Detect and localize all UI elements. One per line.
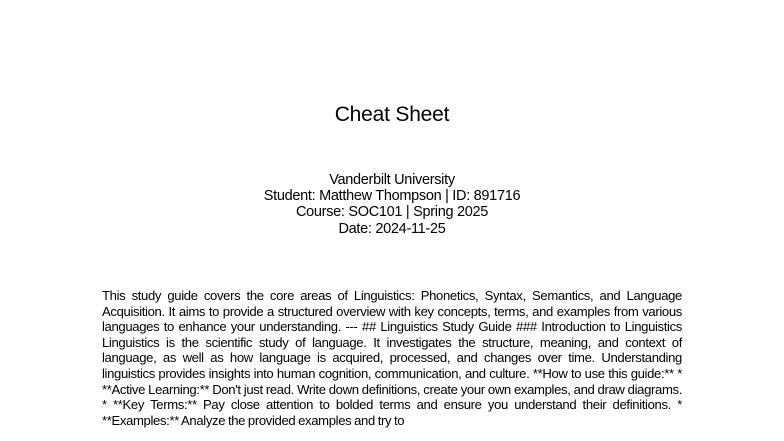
student-line: Student: Matthew Thompson | ID: 891716 — [263, 188, 521, 205]
institution-line: Vanderbilt University — [329, 172, 455, 188]
document-header-info — [0, 172, 784, 237]
date-line: Date: 2024-11-25 — [338, 220, 446, 237]
course-line: Course: SOC101 | Spring 2025 — [295, 204, 489, 221]
document-title: Cheat Sheet — [334, 103, 450, 126]
body-paragraph: This study guide covers the core areas of Linguistics: Phonetics, Syntax, Semantics, and Language Acquisition. It aims to provide a structured overview with key concepts, terms, and examples from various languages to enhance your understanding. --- ## Linguistics Study Guide ### Introduction to Linguistics Linguistics is the scientific study of language. It investigates the structure, meaning, and context of language, as well as how language is acquired, processed, and changes over time. Understanding linguistics provides insights into human cognition, communication, and culture. **How to use this guide:** * **Active Learning:** Don't just read. Write down definitions, create your own examples, and draw diagrams. * **Key Terms:** Pay close attention to bolded terms and ensure you understand their definitions. * **Examples:** Analyze the provided examples and try to — [102, 288, 682, 428]
